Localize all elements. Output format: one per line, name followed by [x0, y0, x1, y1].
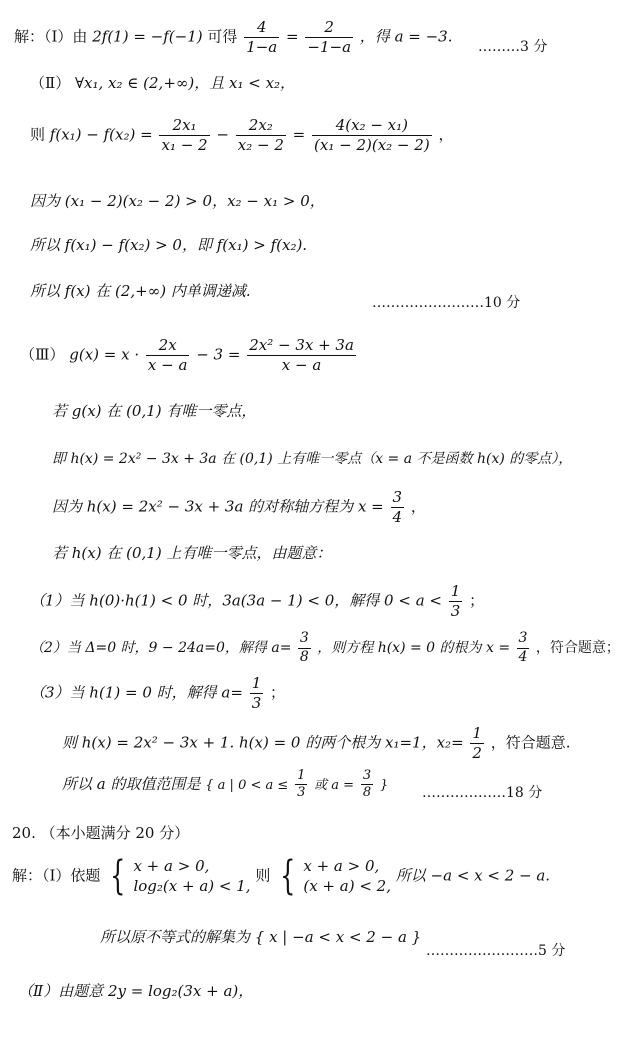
part-label: 解：（Ⅰ）依题 — [12, 866, 101, 885]
text: 则 — [255, 866, 271, 885]
difference-line — [30, 116, 453, 155]
score-marker: ……………………10 分 — [372, 295, 521, 311]
because-line: 因为 (x₁ − 2)(x₂ − 2) > 0，x₂ − x₁ > 0， — [30, 192, 325, 210]
fraction: $\frac{1}{3}$ — [251, 674, 262, 712]
fraction: $\frac{3}{8}$ — [362, 768, 372, 801]
fraction: $\frac{3}{4}$ — [392, 488, 403, 526]
fraction: $\frac{2x}{x - a}$ — [147, 336, 188, 374]
conclusion-line: 所以 f(x) 在 (2,+∞) 内单调递减. — [30, 282, 251, 300]
equals-sign: = — [292, 125, 306, 144]
fraction: $\frac{\text{2x² − 3x + 3a}}{x - a}$ — [249, 336, 354, 374]
fraction: $\frac{3}{8}$ — [299, 630, 309, 665]
statement: ∀x₁, x₂ ∈ (2,+∞)，且 x₁ < x₂， — [74, 74, 296, 92]
roots-line — [62, 724, 571, 763]
text: ，符合题意； — [535, 640, 620, 656]
solution-part1-line — [14, 18, 453, 57]
expression: g(x) = x · — [69, 345, 140, 364]
fraction: $\frac{1}{2}$ — [472, 724, 482, 762]
fraction: $\frac{\text{4(x₂ − x₁)}}{\text{(x₁ − 2)(x₂ − 2)}}$ — [314, 116, 430, 154]
text: ， — [438, 125, 454, 144]
equivalent-line: 即 h(x) = 2x² − 3x + 3a 在 (0,1) 上有唯一零点（x = a 不是函数 h(x) 的零点）， — [52, 451, 573, 467]
range-line — [62, 768, 388, 802]
text: 则 — [30, 125, 46, 144]
inequality-system: x + a > 0, log₂(x + a) < 1, — [133, 857, 251, 896]
condition-line-2: 若 h(x) 在 (0,1) 上有唯一零点，由题意： — [52, 544, 332, 562]
text: 可得 — [207, 27, 238, 46]
case-3-line — [30, 674, 285, 713]
text: ，则方程 h(x) = 0 的根为 x = — [317, 640, 511, 656]
case-2-line — [30, 630, 620, 666]
therefore-line: 所以 f(x₁) − f(x₂) > 0，即 f(x₁) > f(x₂). — [30, 236, 308, 254]
part-label: （Ⅱ） — [30, 74, 71, 92]
solution-part3-line — [20, 336, 358, 375]
text: 所以 a 的取值范围是 — [62, 774, 201, 793]
minus-sign: − — [216, 125, 229, 144]
fraction: $\frac{\text{2x₁}}{\text{x₁ − 2}}$ — [161, 116, 208, 154]
text: （1）当 h(0)·h(1) < 0 时，3a(3a − 1) < 0，解得 0 < a < — [30, 591, 442, 610]
text: （2）当 Δ=0 时，9 − 24a=0，解得 a= — [30, 640, 292, 656]
fraction: $\frac{1}{3}$ — [450, 582, 461, 620]
solution-part2-line — [30, 76, 295, 91]
problem-20-part1-line — [12, 853, 551, 900]
expression: − 3 = — [196, 345, 241, 364]
fraction: $\frac{1}{3}$ — [297, 768, 306, 801]
case-1-line — [30, 582, 484, 621]
set-close: } — [379, 777, 389, 793]
text: ，符合题意. — [490, 733, 571, 752]
score-marker: ………………18 分 — [422, 785, 543, 801]
text: 则 h(x) = 2x² − 3x + 1. h(x) = 0 的两个根为 x₁=1，x₂= — [62, 733, 464, 752]
score-marker: ……………………5 分 — [426, 943, 566, 959]
fraction: $\frac{4}{1-a}$ — [246, 18, 278, 56]
problem-20-heading: 20. （本小题满分 20 分） — [12, 824, 190, 842]
symmetry-axis-line — [52, 488, 426, 527]
text: ； — [270, 683, 286, 702]
inequality-system: x + a > 0, (x + a) < 2, — [303, 857, 391, 896]
text: 或 a = — [314, 777, 355, 793]
equation: 2f(1) = −f(−1) — [92, 27, 203, 46]
fraction: $\frac{\text{2x₂}}{\text{x₂ − 2}}$ — [237, 116, 284, 154]
set-open: { a | 0 < a ≤ — [205, 777, 289, 793]
left-brace: { — [280, 853, 296, 900]
problem-20-part2-line: （Ⅱ）由题意 2y = log₂(3x + a)， — [18, 982, 254, 1000]
part-label: 解：（Ⅰ）由 — [14, 27, 88, 46]
part-label: （Ⅲ） — [20, 345, 65, 364]
score-marker: ………3 分 — [478, 39, 548, 55]
left-brace: { — [110, 853, 126, 900]
condition-line: 若 g(x) 在 (0,1) 有唯一零点， — [52, 402, 257, 420]
expression: f(x₁) − f(x₂) = — [49, 125, 153, 144]
text: （3）当 h(1) = 0 时，解得 a= — [30, 683, 243, 702]
text: ， — [410, 497, 426, 516]
equals-sign: = — [286, 27, 299, 46]
text: ； — [469, 591, 485, 610]
text: 所以 −a < x < 2 − a. — [395, 866, 551, 885]
result: ，得 a = −3. — [359, 27, 453, 46]
fraction: $\frac{3}{4}$ — [518, 630, 528, 665]
solution-set-line: 所以原不等式的解集为 { x | −a < x < 2 − a } — [100, 928, 422, 946]
fraction: $\frac{2}{-1-a}$ — [307, 18, 352, 56]
text: 因为 h(x) = 2x² − 3x + 3a 的对称轴方程为 x = — [52, 497, 384, 516]
